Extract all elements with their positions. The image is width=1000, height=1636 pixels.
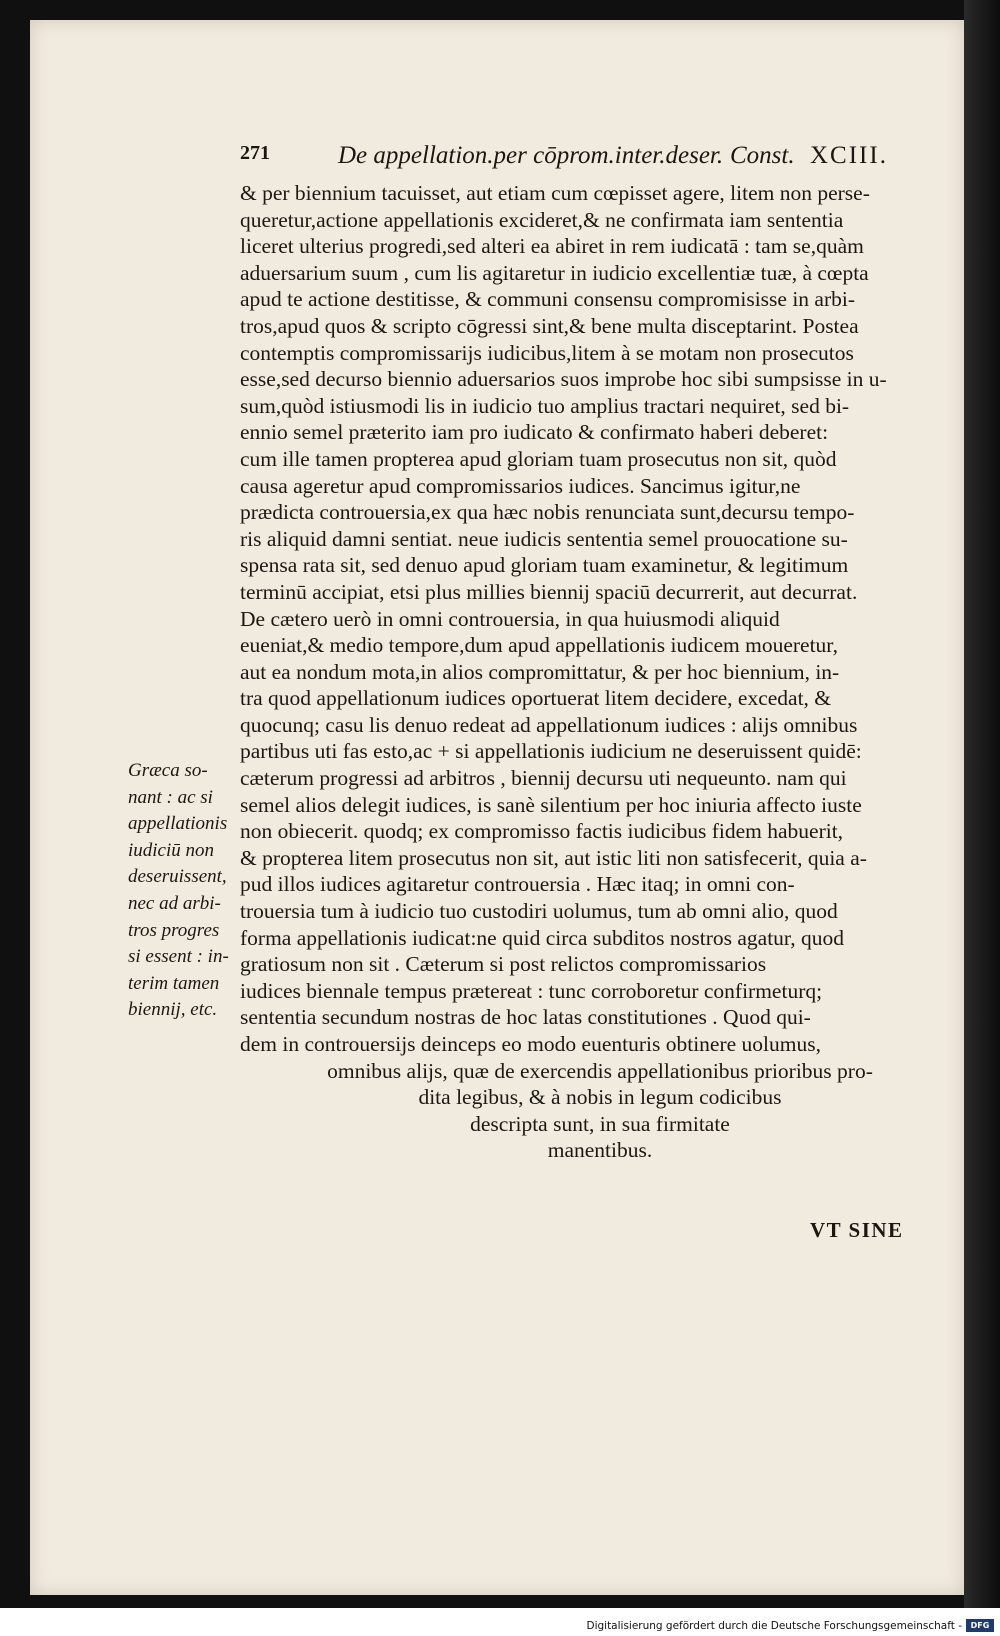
text-line: tros,apud quos & scripto cōgressi sint,& bene multa disceptarint. Postea bbox=[240, 313, 859, 338]
margin-note-line: deseruissent, bbox=[128, 866, 227, 888]
text-line: & propterea litem prosecutus non sit, aut istic liti non satisfecerit, quia a- bbox=[240, 845, 867, 870]
text-line: liceret ulterius progredi,sed alteri ea abiret in rem iudicatā : tam se,quàm bbox=[240, 234, 864, 259]
marginal-note bbox=[128, 758, 236, 1024]
constitution-label: Const. bbox=[730, 142, 795, 169]
running-head bbox=[240, 142, 900, 182]
constitution-number: XCIII. bbox=[810, 142, 888, 169]
margin-note-line: biennij, etc. bbox=[128, 999, 218, 1021]
closing-line: omnibus alijs, quæ de exercendis appellationibus prioribus pro- bbox=[327, 1058, 873, 1083]
text-line: quocunq; casu lis denuo redeat ad appellationum iudices : alijs omnibus bbox=[240, 712, 858, 737]
margin-note-line: tros progres bbox=[128, 919, 220, 941]
text-line: forma appellationis iudicat:ne quid circa subditos nostros agatur, quod bbox=[240, 925, 844, 950]
margin-note-line: iudiciū non bbox=[128, 839, 215, 861]
footer-bar bbox=[0, 1608, 1000, 1636]
text-line: aduersarium suum , cum lis agitaretur in iudicio excellentiæ tuæ, à cœpta bbox=[240, 260, 869, 285]
text-line: & per biennium tacuisset, aut etiam cum cœpisset agere, litem non perse- bbox=[240, 181, 870, 205]
text-line: esse,sed decurso biennio aduersarios suos improbe hoc sibi sumpsisse in u- bbox=[240, 367, 887, 392]
text-line: apud te actione destitisse, & communi consensu compromisisse in arbi- bbox=[240, 287, 856, 312]
closing-line: manentibus. bbox=[547, 1138, 653, 1163]
text-line: cæterum progressi ad arbitros , biennij decursu uti nequeunto. nam qui bbox=[240, 766, 847, 791]
scan-edge bbox=[964, 0, 1000, 1608]
main-text-block bbox=[240, 180, 960, 1164]
closing-line: descripta sunt, in sua firmitate bbox=[470, 1111, 730, 1136]
text-line: ris aliquid damni sentiat. neue iudicis sententia semel prouocatione su- bbox=[240, 526, 848, 551]
text-line: De cætero uerò in omni controuersia, in qua huiusmodi aliquid bbox=[240, 606, 780, 631]
catchword: VT SINE bbox=[810, 1218, 904, 1242]
margin-note-line: terim tamen bbox=[128, 972, 220, 994]
closing-line: dita legibus, & à nobis in legum codicibus bbox=[418, 1085, 782, 1110]
text-line: queretur,actione appellationis excideret,& ne confirmata iam sententia bbox=[240, 207, 844, 232]
dfg-logo: DFG bbox=[966, 1619, 994, 1632]
text-line: pud illos iudices agitaretur controuersia . Hæc itaq; in omni con- bbox=[240, 872, 795, 897]
text-line: trouersia tum à iudicio tuo custodiri uolumus, tum ab omni alio, quod bbox=[240, 899, 838, 924]
text-line: causa ageretur apud compromissarios iudices. Sancimus igitur,ne bbox=[240, 473, 801, 498]
text-line: terminū accipiat, etsi plus millies biennij spaciū decurrerit, aut decurrat. bbox=[240, 579, 858, 604]
text-line: tra quod appellationum iudices oportuerat litem decidere, excedat, & bbox=[240, 686, 832, 711]
text-line: spensa rata sit, sed denuo apud gloriam tuam examinetur, & legitimum bbox=[240, 553, 849, 578]
text-line: contemptis compromissarijs iudicibus,litem à se motam non prosecutos bbox=[240, 340, 854, 365]
margin-note-line: appellationis bbox=[128, 813, 228, 835]
text-line: partibus uti fas esto,ac + si appellationis iudicium ne deseruissent quidē: bbox=[240, 739, 862, 764]
margin-note-line: Græca so- bbox=[128, 760, 208, 781]
page-number: 271 bbox=[240, 142, 270, 164]
running-title: De appellation.per cōprom.inter.deser. bbox=[338, 142, 724, 169]
text-line: eueniat,& medio tempore,dum apud appellationis iudicem moueretur, bbox=[240, 633, 838, 658]
text-line: cum ille tamen propterea apud gloriam tuam prosecutus non sit, quòd bbox=[240, 446, 837, 471]
text-line: gratiosum non sit . Cæterum si post relictos compromissarios bbox=[240, 952, 767, 977]
margin-note-line: si essent : in- bbox=[128, 946, 229, 968]
funding-credit: Digitalisierung gefördert durch die Deutsche Forschungsgemeinschaft - bbox=[586, 1620, 962, 1632]
text-line: aut ea nondum mota,in alios compromittatur, & per hoc biennium, in- bbox=[240, 659, 840, 684]
margin-note-line: nant : ac si bbox=[128, 786, 213, 808]
text-line: iudices biennale tempus prætereat : tunc corroboretur confirmeturq; bbox=[240, 978, 823, 1003]
text-line: non obiecerit. quodq; ex compromisso factis iudicibus fidem habuerit, bbox=[240, 819, 844, 844]
margin-note-line: nec ad arbi- bbox=[128, 892, 221, 914]
text-line: ennio semel præterito iam pro iudicato & confirmato haberi deberet: bbox=[240, 420, 829, 445]
text-line: semel alios delegit iudices, is sanè silentium per hoc iniuria affecto iuste bbox=[240, 792, 862, 817]
text-line: sum,quòd istiusmodi lis in iudicio tuo amplius tractari nequiret, sed bi- bbox=[240, 393, 850, 418]
text-line: prædicta controuersia,ex qua hæc nobis renunciata sunt,decursu tempo- bbox=[240, 500, 855, 525]
text-line: dem in controuersijs deinceps eo modo euenturis obtinere uolumus, bbox=[240, 1032, 821, 1056]
text-line: sententia secundum nostras de hoc latas constitutiones . Quod qui- bbox=[240, 1005, 811, 1030]
